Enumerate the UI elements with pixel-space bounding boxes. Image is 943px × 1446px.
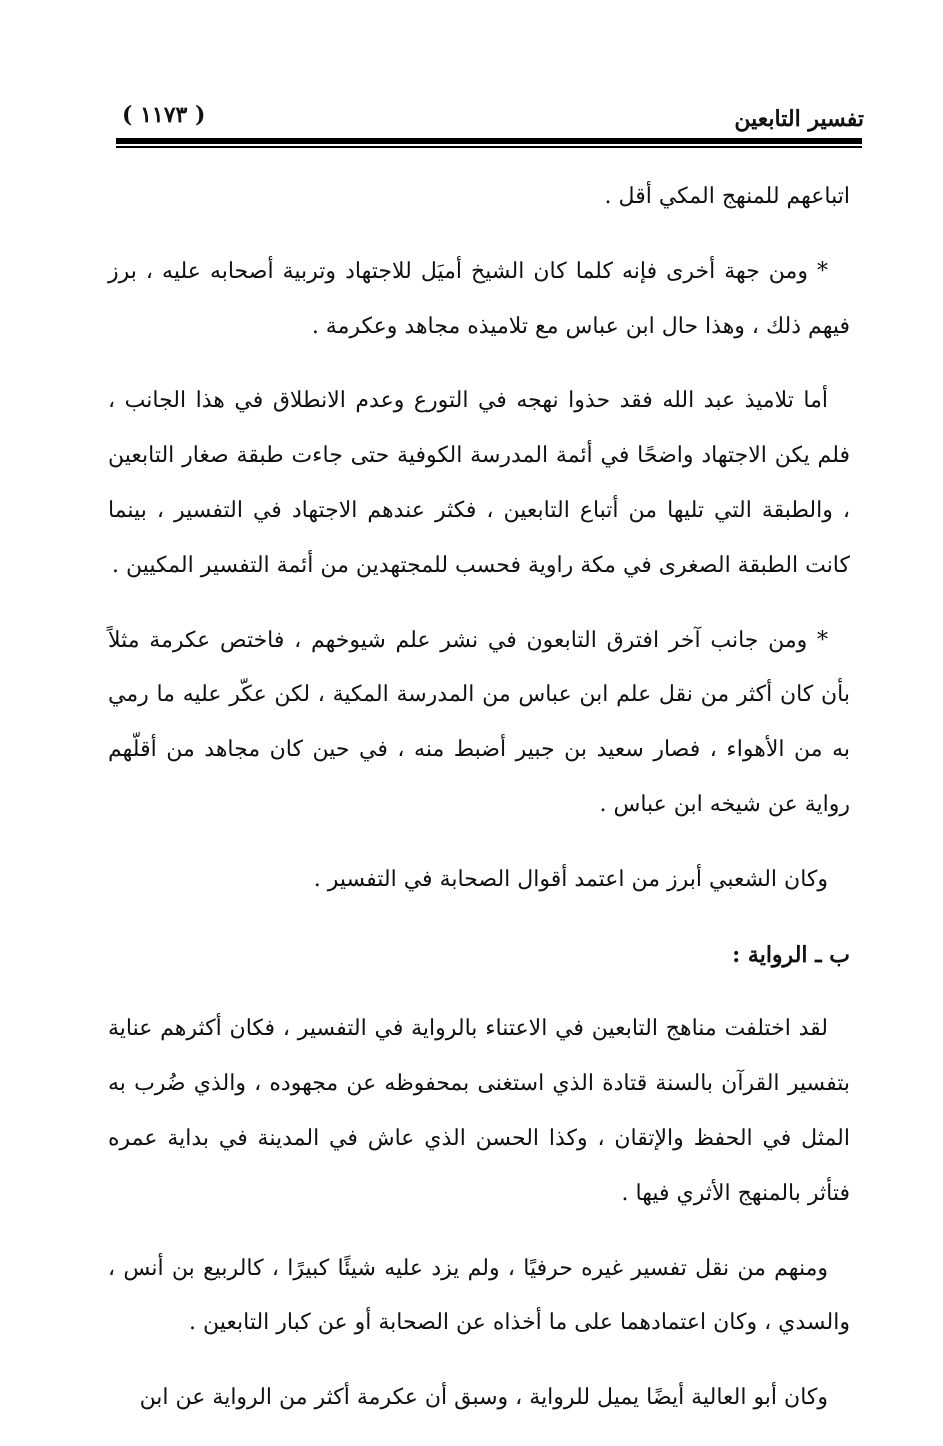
page-header <box>112 96 864 136</box>
page-number: ( ١١٧٣ ) <box>122 102 206 128</box>
paragraph: اتباعهم للمنهج المكي أقل . <box>604 184 850 209</box>
paragraph: وكان الشعبي أبرز من اعتمد أقوال الصحابة في التفسير . <box>313 866 828 892</box>
paragraph: * ومن جانب آخر افترق التابعون في نشر علم شيوخهم ، فاختص عكرمة مثلاً بأن كان أكثر من نقل علم ابن عباس من المدرسة المكية ، لكن عكّر عليه ما رمي به من الأهواء ، فصار سعيد بن جبير أضبط منه ، في حين كان مجاهد من أقلّهم رواية عن شيخه ابن عباس . <box>108 627 850 817</box>
body-text <box>108 170 850 1446</box>
header-rule-thin <box>116 146 862 148</box>
paragraph: وكان أبو العالية أيضًا يميل للرواية ، وسبق أن عكرمة أكثر من الرواية عن ابن <box>139 1385 828 1411</box>
header-rule-thick <box>116 138 862 144</box>
paragraph: أما تلاميذ عبد الله فقد حذوا نهجه في التورع وعدم الانطلاق في هذا الجانب ، فلم يكن الاجتهاد واضحًا في أئمة المدرسة الكوفية حتى جاءت طبقة صغار التابعين ، والطبقة التي تليها من أتباع التابعين ، فكثر عندهم الاجتهاد في التفسير ، بينما كانت الطبقة الصغرى في مكة راوية فحسب للمجتهدين من أئمة التفسير المكيين . <box>108 388 850 578</box>
running-title: تفسير التابعين <box>734 106 864 132</box>
paragraph: ومنهم من نقل تفسير غيره حرفيًا ، ولم يزد عليه شيئًا كبيرًا ، كالربيع بن أنس ، والسدي ، وكان اعتمادهما على ما أخذاه عن الصحابة أو عن كبار التابعين . <box>108 1255 850 1336</box>
section-heading: ب ـ الرواية : <box>732 941 850 968</box>
paragraph: * ومن جهة أخرى فإنه كلما كان الشيخ أميَل للاجتهاد وتربية أصحابه عليه ، برز فيهم ذلك ، وهذا حال ابن عباس مع تلاميذه مجاهد وعكرمة . <box>108 258 850 339</box>
paragraph: لقد اختلفت مناهج التابعين في الاعتناء بالرواية في التفسير ، فكان أكثرهم عناية بتفسير القرآن بالسنة قتادة الذي استغنى بمحفوظه عن مجهوده ، والذي ضُرب به المثل في الحفظ والإتقان ، وكذا الحسن الذي عاش في المدينة في بداية عمره فتأثر بالمنهج الأثري فيها . <box>108 1016 850 1206</box>
